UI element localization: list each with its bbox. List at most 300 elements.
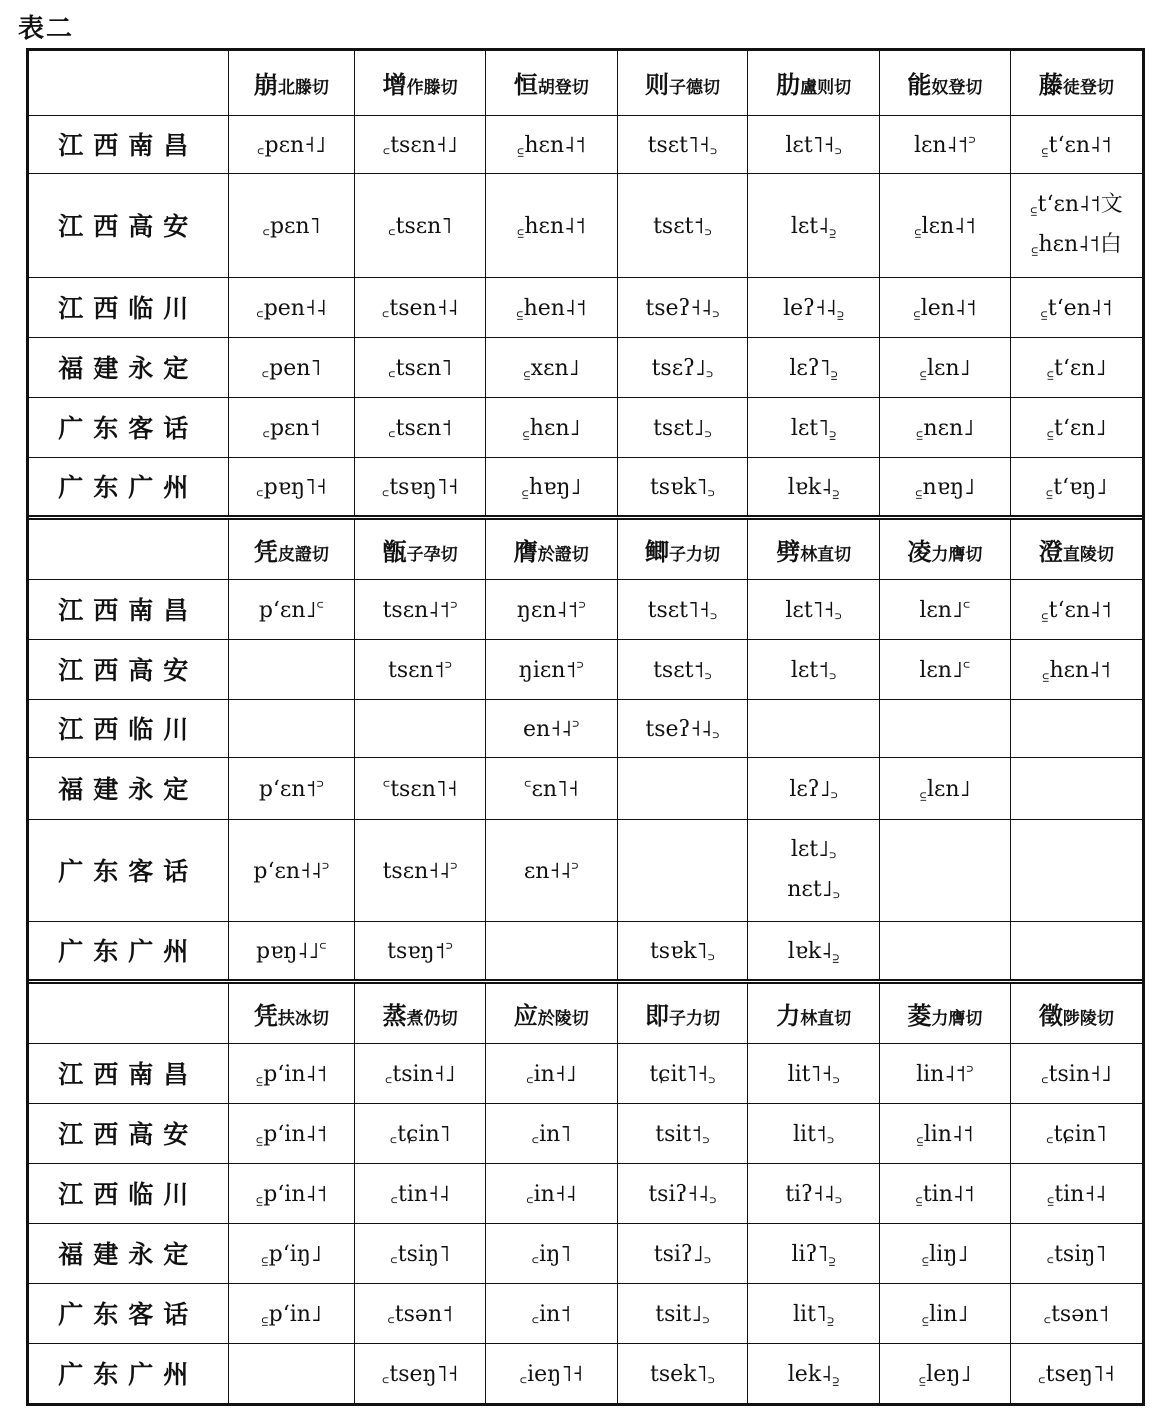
pronunciation-cell	[748, 921, 880, 981]
pronunciation-text: ꜀iŋ˥	[531, 1242, 572, 1267]
table-row	[29, 1163, 1142, 1223]
pronunciation-cell	[880, 819, 1011, 921]
pronunciation-text: ꜁hɛn˩	[522, 416, 581, 441]
table-row	[29, 1043, 1142, 1103]
pronunciation-text: ꜁t‘en˨˦	[1040, 296, 1113, 321]
pronunciation-cell	[880, 639, 1011, 699]
pronunciation-cell	[880, 1223, 1011, 1283]
pronunciation-text: ꜁hɛn˨˦	[1041, 658, 1111, 683]
pronunciation-cell	[228, 277, 355, 337]
pronunciation-text: ꜀in˥	[531, 1122, 572, 1147]
pronunciation-text: ꜁hen˨˦	[515, 296, 587, 321]
pronunciation-text: ꜁tin˧˨	[1046, 1182, 1107, 1207]
pronunciation-text: tsɐk˥꜆	[649, 939, 716, 964]
pronunciation-cell	[748, 1103, 880, 1163]
pronunciation-cell	[1010, 115, 1142, 173]
column-header	[1010, 51, 1142, 115]
pronunciation-cell	[485, 397, 617, 457]
pronunciation-cell	[355, 397, 486, 457]
pronunciation-text: lɛʔ˩꜆	[789, 777, 839, 802]
pronunciation-cell	[228, 173, 355, 277]
header-character: 甑	[382, 537, 407, 566]
pronunciation-cell	[617, 699, 748, 757]
table-row	[29, 921, 1142, 981]
pronunciation-cell	[228, 819, 355, 921]
pronunciation-cell	[617, 921, 748, 981]
header-fanqie: 力膺切	[931, 1008, 983, 1029]
pronunciation-text: ꜀tsɛn˥	[388, 214, 453, 239]
pronunciation-text: lɛt˦꜆	[790, 658, 837, 683]
pronunciation-cell	[485, 457, 617, 517]
header-character: 崩	[253, 71, 278, 100]
pronunciation-text: lɛn˩꜂	[919, 598, 971, 623]
dialect-location: 广东客话	[29, 1283, 228, 1343]
pronunciation-cell	[485, 699, 617, 757]
pronunciation-cell	[1010, 1343, 1142, 1403]
pronunciation-text: ꜀tsen˧˨	[381, 296, 459, 321]
dialect-location: 福建永定	[29, 1223, 228, 1283]
pronunciation-cell	[748, 579, 880, 639]
pronunciation-cell	[617, 639, 748, 699]
pronunciation-text: ꜀tɕin˥	[1045, 1122, 1107, 1147]
pronunciation-cell	[1010, 173, 1142, 277]
pronunciation-text: ꜂tsɛn˥˧	[382, 777, 458, 802]
header-fanqie: 子孕切	[406, 544, 458, 565]
pronunciation-cell	[617, 457, 748, 517]
header-character: 藤	[1038, 71, 1063, 100]
pronunciation-cell	[355, 579, 486, 639]
pronunciation-cell	[617, 1223, 748, 1283]
pronunciation-text: ꜀tseŋ˥˧	[1038, 1362, 1115, 1388]
pronunciation-text: ꜀tsɛn˦	[388, 416, 453, 441]
pronunciation-text: ꜀ieŋ˥˧	[519, 1362, 584, 1388]
pronunciation-cell	[355, 819, 486, 921]
pronunciation-text: ꜁hɛn˨˦	[516, 214, 586, 239]
pronunciation-text: ꜀pɛn˧˩	[256, 133, 326, 158]
header-fanqie: 於證切	[537, 544, 589, 565]
column-header	[355, 981, 486, 1043]
pronunciation-cell	[485, 819, 617, 921]
pronunciation-cell	[355, 1163, 486, 1223]
header-character: 澄	[1038, 537, 1063, 566]
pronunciation-text: tsek˥꜆	[650, 1362, 715, 1388]
pronunciation-text: ꜁liŋ˩	[921, 1242, 969, 1267]
column-header	[617, 51, 748, 115]
dialect-location: 广东客话	[29, 397, 228, 457]
header-fanqie: 煮仍切	[406, 1008, 458, 1029]
table-row	[29, 639, 1142, 699]
pronunciation-text: ꜁lɛn˩	[919, 777, 971, 802]
header-fanqie: 皮證切	[277, 544, 329, 565]
table-row	[29, 757, 1142, 819]
dialect-location: 广东广州	[29, 457, 228, 517]
pronunciation-cell	[1010, 277, 1142, 337]
pronunciation-text: ꜁lɛn˩	[919, 356, 971, 381]
pronunciation-cell	[228, 579, 355, 639]
dialect-location: 江西临川	[29, 699, 228, 757]
pronunciation-text: liʔ˥꜇	[791, 1242, 836, 1267]
pronunciation-cell	[355, 699, 486, 757]
pronunciation-cell	[355, 1283, 486, 1343]
pronunciation-cell	[355, 921, 486, 981]
dialect-location: 广东广州	[29, 921, 228, 981]
table-row	[29, 579, 1142, 639]
column-header	[485, 51, 617, 115]
dialect-location: 江西南昌	[29, 579, 228, 639]
pronunciation-cell	[748, 1043, 880, 1103]
pronunciation-text: tsiʔ˩꜆	[653, 1242, 712, 1267]
pronunciation-cell	[748, 457, 880, 517]
pronunciation-text: ꜀tsiŋ˥	[390, 1242, 450, 1267]
dialect-location: 广东客话	[29, 819, 228, 921]
pronunciation-text: lɛt˥˧꜆	[785, 133, 842, 158]
header-fanqie: 徒登切	[1062, 78, 1114, 99]
pronunciation-cell	[617, 397, 748, 457]
pronunciation-text: ꜁leŋ˩	[918, 1362, 972, 1388]
pronunciation-text: ꜀pen˥	[261, 356, 322, 381]
header-character: 菱	[907, 1001, 932, 1030]
pronunciation-cell	[617, 1163, 748, 1223]
pronunciation-text: ꜁hɛn˨˦白	[1030, 232, 1122, 257]
column-header	[1010, 981, 1142, 1043]
pronunciation-text: tsɐk˥꜆	[649, 475, 716, 500]
pronunciation-cell	[485, 1223, 617, 1283]
header-fanqie: 子德切	[668, 78, 720, 99]
column-header	[485, 981, 617, 1043]
pronunciation-text: ꜁p‘iŋ˩	[261, 1242, 322, 1267]
table-row	[29, 115, 1142, 173]
corner-cell	[29, 51, 228, 115]
pronunciation-cell	[1010, 921, 1142, 981]
pronunciation-cell	[485, 1043, 617, 1103]
pronunciation-text: lit˦꜆	[793, 1122, 835, 1147]
pronunciation-cell	[880, 1163, 1011, 1223]
section-header-row	[29, 517, 1142, 579]
pronunciation-cell	[1010, 1223, 1142, 1283]
table-row	[29, 397, 1142, 457]
pronunciation-text: ꜀pɛn˥	[262, 214, 321, 239]
pronunciation-cell	[355, 1343, 486, 1403]
header-fanqie: 林直切	[800, 1008, 852, 1029]
pronunciation-text: ꜀tsɐŋ˥˧	[381, 475, 459, 500]
pronunciation-text: tsɛt˦꜆	[653, 658, 712, 683]
pronunciation-text: ꜁p‘in˨˦	[255, 1062, 328, 1087]
pronunciation-cell	[1010, 337, 1142, 397]
column-header	[485, 517, 617, 579]
column-header	[228, 51, 355, 115]
header-fanqie: 盧则切	[800, 78, 852, 99]
header-character: 肋	[776, 71, 801, 100]
pronunciation-text: ɛn˧˨꜄	[523, 859, 579, 884]
pronunciation-cell	[617, 1343, 748, 1403]
pronunciation-cell	[228, 639, 355, 699]
pronunciation-text: lɛt˥˧꜆	[785, 598, 842, 623]
pronunciation-cell	[485, 639, 617, 699]
pronunciation-text: lin˨˦꜄	[916, 1062, 974, 1087]
column-header	[617, 517, 748, 579]
table-row	[29, 1103, 1142, 1163]
table-row	[29, 337, 1142, 397]
pronunciation-cell	[355, 277, 486, 337]
pronunciation-cell	[748, 173, 880, 277]
pronunciation-cell	[880, 1283, 1011, 1343]
pronunciation-text: ꜁len˨˦	[913, 296, 977, 321]
dialect-location: 江西南昌	[29, 1043, 228, 1103]
pronunciation-text: ꜀tsiŋ˥	[1046, 1242, 1107, 1267]
pronunciation-text: ꜀tsɛn˧˩	[382, 133, 458, 158]
dialect-location: 江西南昌	[29, 115, 228, 173]
pronunciation-text: ꜁t‘ɛn˨˦文	[1030, 192, 1123, 217]
pronunciation-text: ꜂ɛn˥˧	[523, 777, 579, 802]
pronunciation-cell	[485, 579, 617, 639]
table-row	[29, 699, 1142, 757]
pronunciation-cell	[880, 699, 1011, 757]
pronunciation-cell	[355, 1043, 486, 1103]
column-header	[228, 981, 355, 1043]
pronunciation-cell	[1010, 1103, 1142, 1163]
pronunciation-text: ꜀tsɛn˥	[388, 356, 453, 381]
dialect-location: 江西高安	[29, 1103, 228, 1163]
pronunciation-cell	[617, 1283, 748, 1343]
dialect-location: 福建永定	[29, 337, 228, 397]
corner-cell	[29, 517, 228, 579]
pronunciation-text: lɐk˨꜇	[787, 939, 840, 964]
pronunciation-cell	[880, 115, 1011, 173]
pronunciation-text: lɛʔ˥꜇	[789, 356, 839, 381]
pronunciation-cell	[485, 757, 617, 819]
pronunciation-text: ꜀pɐŋ˥˧	[256, 475, 327, 500]
pronunciation-text: lɛt˥꜇	[790, 416, 837, 441]
pronunciation-text: ꜀tseŋ˥˧	[381, 1362, 459, 1388]
pronunciation-cell	[485, 1103, 617, 1163]
pronunciation-text: tsɛt˩꜆	[653, 416, 712, 441]
pronunciation-text: ŋɛn˨˦꜄	[516, 598, 586, 623]
pronunciation-text: ꜀in˦	[531, 1302, 572, 1327]
column-header	[355, 51, 486, 115]
header-character: 凭	[253, 537, 278, 566]
dialect-location: 江西高安	[29, 173, 228, 277]
dialect-comparison-table	[26, 48, 1145, 1406]
pronunciation-cell	[617, 173, 748, 277]
pronunciation-cell	[617, 579, 748, 639]
pronunciation-cell	[228, 1163, 355, 1223]
pronunciation-text: ꜀tsin˧˩	[384, 1062, 456, 1087]
pronunciation-cell	[228, 397, 355, 457]
column-header	[748, 517, 880, 579]
pronunciation-cell	[617, 819, 748, 921]
pronunciation-cell	[748, 1283, 880, 1343]
pronunciation-text: p‘ɛn˩꜂	[258, 598, 324, 623]
header-fanqie: 奴登切	[931, 78, 983, 99]
corner-cell	[29, 981, 228, 1043]
pronunciation-cell	[485, 921, 617, 981]
pronunciation-cell	[1010, 1163, 1142, 1223]
pronunciation-cell	[617, 115, 748, 173]
pronunciation-text: tsɛʔ˩꜆	[651, 356, 714, 381]
header-fanqie: 子力切	[668, 544, 720, 565]
pronunciation-text: tsɛt˦꜆	[653, 214, 712, 239]
section-header-row	[29, 981, 1142, 1043]
pronunciation-cell	[880, 457, 1011, 517]
column-header	[880, 517, 1011, 579]
header-character: 则	[644, 71, 669, 100]
pronunciation-text: tsɛn˧˨꜄	[382, 859, 458, 884]
pronunciation-text: ꜀tɕin˥	[389, 1122, 451, 1147]
dialect-location: 福建永定	[29, 757, 228, 819]
pronunciation-cell	[748, 1343, 880, 1403]
pronunciation-text: ꜁lɛn˨˦	[913, 214, 976, 239]
column-header	[617, 981, 748, 1043]
pronunciation-text: ꜁nɐŋ˩	[914, 475, 975, 500]
pronunciation-cell	[748, 819, 880, 921]
pronunciation-text: lɛn˩꜂	[919, 658, 971, 683]
pronunciation-cell	[485, 1343, 617, 1403]
pronunciation-text: tiʔ˧˨꜆	[785, 1182, 843, 1207]
header-character: 即	[644, 1001, 669, 1030]
header-character: 凭	[253, 1001, 278, 1030]
header-character: 鲫	[644, 537, 669, 566]
pronunciation-cell	[748, 1163, 880, 1223]
pronunciation-text: ꜁p‘in˩	[261, 1302, 322, 1327]
pronunciation-text: tɕit˥˧꜆	[649, 1062, 716, 1087]
pronunciation-cell	[485, 337, 617, 397]
column-header	[1010, 517, 1142, 579]
pronunciation-cell	[880, 579, 1011, 639]
pronunciation-cell	[748, 397, 880, 457]
pronunciation-text: tsiʔ˧˨꜆	[648, 1182, 717, 1207]
pronunciation-cell	[748, 277, 880, 337]
table-row	[29, 457, 1142, 517]
pronunciation-text: nɛt˩꜆	[787, 877, 841, 902]
pronunciation-text: lɛt˨꜇	[790, 214, 837, 239]
pronunciation-cell	[485, 1163, 617, 1223]
pronunciation-text: ŋiɛn˦꜄	[518, 658, 584, 683]
pronunciation-cell	[485, 277, 617, 337]
pronunciation-text: tseʔ˧˨꜆	[645, 717, 720, 742]
header-character: 力	[776, 1001, 801, 1030]
pronunciation-text: tsɐŋ˦꜄	[387, 939, 454, 964]
pronunciation-text: tsɛn˦꜄	[388, 658, 453, 683]
pronunciation-cell	[228, 1043, 355, 1103]
pronunciation-cell	[617, 337, 748, 397]
pronunciation-text: tsɛn˨˦꜄	[382, 598, 458, 623]
pronunciation-cell	[748, 639, 880, 699]
pronunciation-cell	[880, 173, 1011, 277]
header-fanqie: 胡登切	[537, 78, 589, 99]
header-character: 膺	[513, 537, 538, 566]
pronunciation-cell	[880, 1103, 1011, 1163]
table-row	[29, 819, 1142, 921]
dialect-location: 江西高安	[29, 639, 228, 699]
pronunciation-text: ꜀pen˧˨	[256, 296, 327, 321]
pronunciation-text: lɐk˨꜇	[787, 475, 840, 500]
pronunciation-text: ꜁t‘ɛn˨˦	[1041, 133, 1112, 158]
pronunciation-cell	[748, 337, 880, 397]
pronunciation-cell	[355, 173, 486, 277]
pronunciation-cell	[1010, 757, 1142, 819]
dialect-location: 江西临川	[29, 1163, 228, 1223]
dialect-location: 江西临川	[29, 277, 228, 337]
pronunciation-text: ꜀in˧˩	[526, 1062, 577, 1087]
pronunciation-text: ꜁xɛn˩	[523, 356, 580, 381]
column-header	[355, 517, 486, 579]
header-fanqie: 直陵切	[1062, 544, 1114, 565]
pronunciation-text: ꜁p‘in˨˦	[255, 1182, 328, 1207]
header-fanqie: 林直切	[800, 544, 852, 565]
pronunciation-cell	[485, 1283, 617, 1343]
pronunciation-cell	[485, 115, 617, 173]
pronunciation-text: ꜀tin˧˨	[390, 1182, 450, 1207]
pronunciation-cell	[748, 1223, 880, 1283]
pronunciation-cell	[1010, 397, 1142, 457]
page-title: 表二	[18, 14, 75, 44]
pronunciation-text: ꜁t‘ɛn˩	[1046, 356, 1107, 381]
pronunciation-cell	[228, 1283, 355, 1343]
pronunciation-text: pɐŋ˨˩꜂	[256, 939, 327, 964]
pronunciation-text: en˧˨꜄	[523, 717, 580, 742]
dialect-table-grid	[29, 51, 1142, 1403]
section-header-row	[29, 51, 1142, 115]
pronunciation-text: ꜁t‘ɛn˨˦	[1041, 598, 1112, 623]
pronunciation-cell	[1010, 1283, 1142, 1343]
pronunciation-cell	[228, 757, 355, 819]
pronunciation-cell	[228, 1343, 355, 1403]
header-character: 蒸	[382, 1001, 407, 1030]
pronunciation-text: ꜀pɛn˦	[262, 416, 321, 441]
column-header	[748, 51, 880, 115]
pronunciation-text: ꜁t‘ɛn˩	[1046, 416, 1107, 441]
pronunciation-cell	[228, 115, 355, 173]
pronunciation-text: ꜁lin˨˦	[916, 1122, 974, 1147]
pronunciation-cell	[880, 277, 1011, 337]
pronunciation-text: p‘ɛn˦꜄	[258, 777, 324, 802]
header-character: 恒	[513, 71, 538, 100]
header-fanqie: 陟陵切	[1062, 1008, 1114, 1029]
pronunciation-cell	[1010, 639, 1142, 699]
pronunciation-cell	[617, 1043, 748, 1103]
pronunciation-text: tsit˩꜆	[655, 1302, 710, 1327]
table-row	[29, 277, 1142, 337]
pronunciation-text: ꜀tsən˦	[1043, 1302, 1110, 1327]
header-character: 徵	[1038, 1001, 1063, 1030]
dialect-location: 广东广州	[29, 1343, 228, 1403]
pronunciation-text: lɛt˩꜆	[790, 837, 837, 862]
pronunciation-cell	[228, 457, 355, 517]
pronunciation-cell	[880, 757, 1011, 819]
pronunciation-cell	[617, 277, 748, 337]
header-fanqie: 北滕切	[277, 78, 329, 99]
pronunciation-cell	[355, 115, 486, 173]
pronunciation-text: ꜁p‘in˨˦	[255, 1122, 328, 1147]
pronunciation-cell	[485, 173, 617, 277]
pronunciation-cell	[880, 397, 1011, 457]
pronunciation-cell	[1010, 579, 1142, 639]
header-character: 能	[907, 71, 932, 100]
pronunciation-cell	[880, 337, 1011, 397]
pronunciation-cell	[355, 457, 486, 517]
pronunciation-text: lek˨꜇	[787, 1362, 840, 1388]
header-character: 应	[513, 1001, 538, 1030]
pronunciation-cell	[1010, 699, 1142, 757]
header-fanqie: 扶冰切	[277, 1008, 329, 1029]
column-header	[880, 981, 1011, 1043]
pronunciation-text: ꜁t‘ɐŋ˩	[1045, 475, 1108, 500]
table-row	[29, 1283, 1142, 1343]
pronunciation-cell	[880, 921, 1011, 981]
pronunciation-text: tsɛt˥˧꜆	[647, 133, 718, 158]
header-character: 凌	[907, 537, 932, 566]
table-row	[29, 1343, 1142, 1403]
